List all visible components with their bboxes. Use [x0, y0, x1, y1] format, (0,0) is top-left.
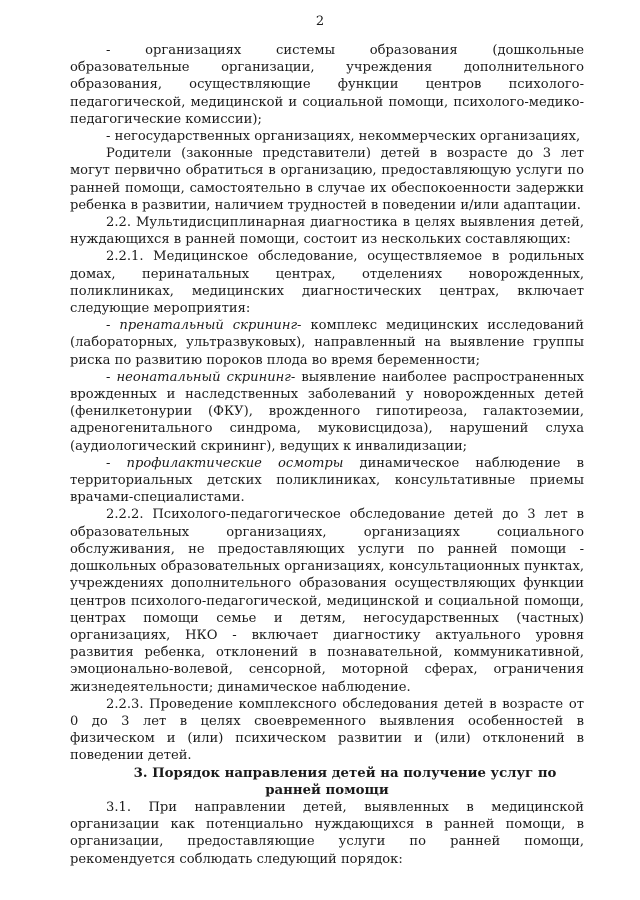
paragraph-2-2-3: 2.2.3. Проведение комплексного обследования детей в возрасте от 0 до 3 лет в целях своевременного выявления особенностей в физическом и (или) психическом развитии и (или) отклонений в поведении детей.: [70, 696, 584, 764]
measure-text: комплекс медицинских исследований (лабораторных, ультразвуковых), направленный на выявление группы риска по развитию пороков плода во время беременности;: [70, 318, 584, 368]
document-body: [70, 42, 584, 868]
measure-term: - профилактические осмотры: [106, 455, 344, 471]
measure-term: - пренатальный скрининг-: [106, 318, 302, 334]
paragraph-parents: Родители (законные представители) детей в возрасте до 3 лет могут первично обратиться в организацию, предоставляющую услуги по ранней помощи, самостоятельно в случае их обеспокоенности задержки ребенка в развитии, наличием трудностей в поведении и/или адаптации.: [70, 146, 584, 213]
measure-text: выявление наиболее распространенных врожденных и наследственных заболеваний у новорожденных детей (фенилкетонурии (ФКУ), врожденного гипотиреоза, галактоземии, адреногенитального синдрома, муковисцидоза), нарушений слуха (аудиологический скрининг), ведущих к инвалидизации;: [70, 369, 584, 454]
paragraph-2-2-2: 2.2.2. Психолого-педагогическое обследование детей до 3 лет в образовательных организациях, организациях социального обслуживания, не предоставляющих услуги по ранней помощи - дошкольных образовательных организациях, консультационных пунктах, учреждениях дополнительного образования осуществляющих функции центров психолого-педагогической, медицинской и социальной помощи, центрах помощи семье и детям, негосударственных (частных) организациях, НКО - включает диагностику актуального уровня развития ребенка, отклонений в познавательной, коммуникативной, эмоционально-волевой, сенсорной, моторной сферах, ограничения жизнедеятельности; динамическое наблюдение.: [70, 507, 584, 695]
paragraph-education-orgs: - организациях системы образования (дошкольные образовательные организации, учреждения дополнительного образования, осуществляющие функции центров психолого-педагогической, медицинской и социальной помощи, психолого-медико-педагогические комиссии);: [70, 43, 584, 127]
page-number: 2: [315, 14, 325, 29]
paragraph-2-2-1: 2.2.1. Медицинское обследование, осуществляемое в родильных домах, перинатальных центрах, отделениях новорожденных, поликлиниках, медицинских диагностических центрах, включает следующие мероприятия:: [70, 249, 584, 317]
section-heading: 3. Порядок направления детей на получение услуг по ранней помощи: [133, 765, 557, 798]
paragraph-3-1: 3.1. При направлении детей, выявленных в медицинской организации как потенциально нуждающихся в ранней помощи, в организации, предоставляющие услуги по ранней помощи, рекомендуется соблюдать следующий порядок:: [70, 799, 584, 867]
measure-term: - неонатальный скрининг-: [106, 369, 296, 385]
measure-text: динамическое наблюдение в территориальных детских поликлиниках, консультативные приемы врачами-специалистами.: [70, 455, 584, 506]
paragraph-nongovernment-orgs: - негосударственных организациях, некоммерческих организациях,: [106, 129, 581, 145]
paragraph-2-2: 2.2. Мультидисциплинарная диагностика в целях выявления детей, нуждающихся в ранней помощи, состоит из нескольких составляющих:: [70, 215, 584, 248]
measure-neonatal-screening: [70, 369, 584, 455]
measure-prenatal-screening: [70, 317, 584, 369]
measure-preventive-exams: [70, 455, 584, 507]
